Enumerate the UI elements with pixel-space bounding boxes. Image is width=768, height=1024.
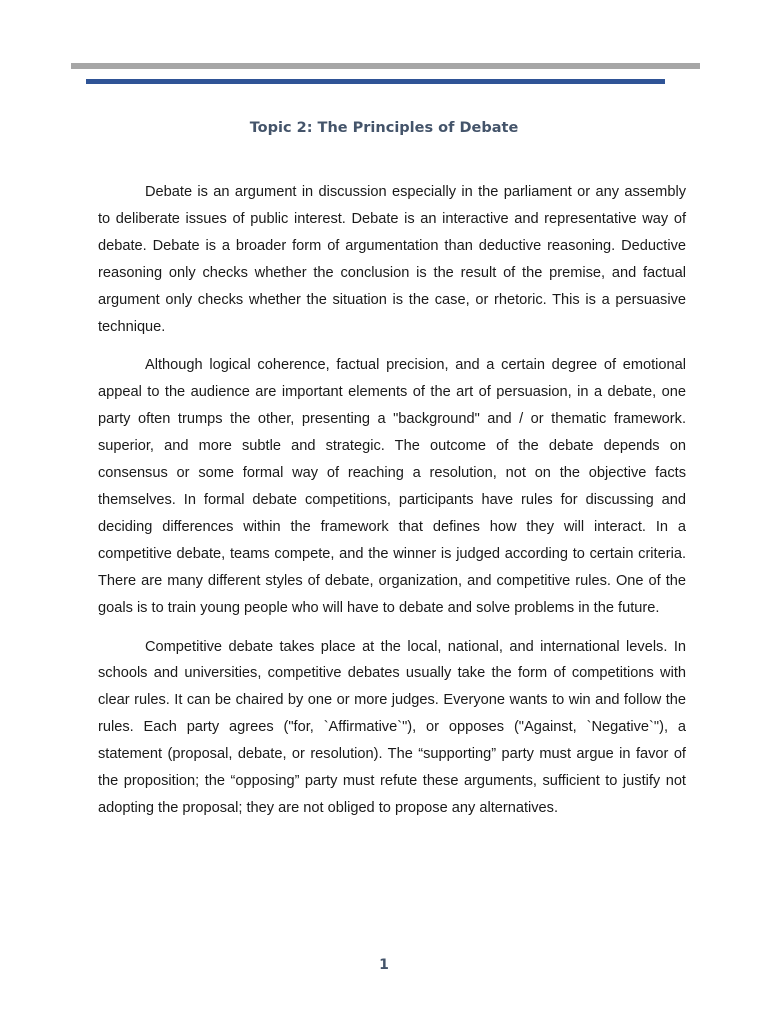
document-title: Topic 2: The Principles of Debate [249,120,519,136]
paragraph-3: Competitive debate takes place at the local, national, and international levels. In schools and universities, competitive debates usually take the form of competitions with clear rules. It can be chaired by one or more judges. Everyone wants to win and follow the rules. Each party agrees ("for, `Affirmative`"), or opposes ("Against, `Negative`"), a statement (proposal, debate, or resolution). The “supporting” party must argue in favor of the proposition; the “opposing” party must refute these arguments, sufficient to justify not adopting the proposal; they are not obliged to propose any alternatives. [98,638,686,816]
header-blue-rule [86,79,665,84]
paragraph-1: Debate is an argument in discussion especially in the parliament or any assembly to deliberate issues of public interest. Debate is an interactive and representative way of debate. Debate is a broader form of argumentation than deductive reasoning. Deductive reasoning only checks whether the conclusion is the result of the premise, and factual argument only checks whether the situation is the case, or rhetoric. This is a persuasive technique. [98,184,686,335]
header-gray-rule [71,63,700,69]
paragraph-2: Although logical coherence, factual precision, and a certain degree of emotional appeal to the audience are important elements of the art of persuasion, in a debate, one party often trumps the other, presenting a "background" and / or thematic framework. superior, and more subtle and strategic. The outcome of the debate depends on consensus or some formal way of reaching a resolution, not on the objective facts themselves. In formal debate competitions, participants have rules for discussing and deciding differences within the framework that defines how they will interact. In a competitive debate, teams compete, and the winner is judged according to certain criteria. There are many different styles of debate, organization, and competitive rules. One of the goals is to train young people who will have to debate and solve problems in the future. [98,357,686,616]
document-body [98,179,686,834]
page-number: 1 [379,957,389,973]
